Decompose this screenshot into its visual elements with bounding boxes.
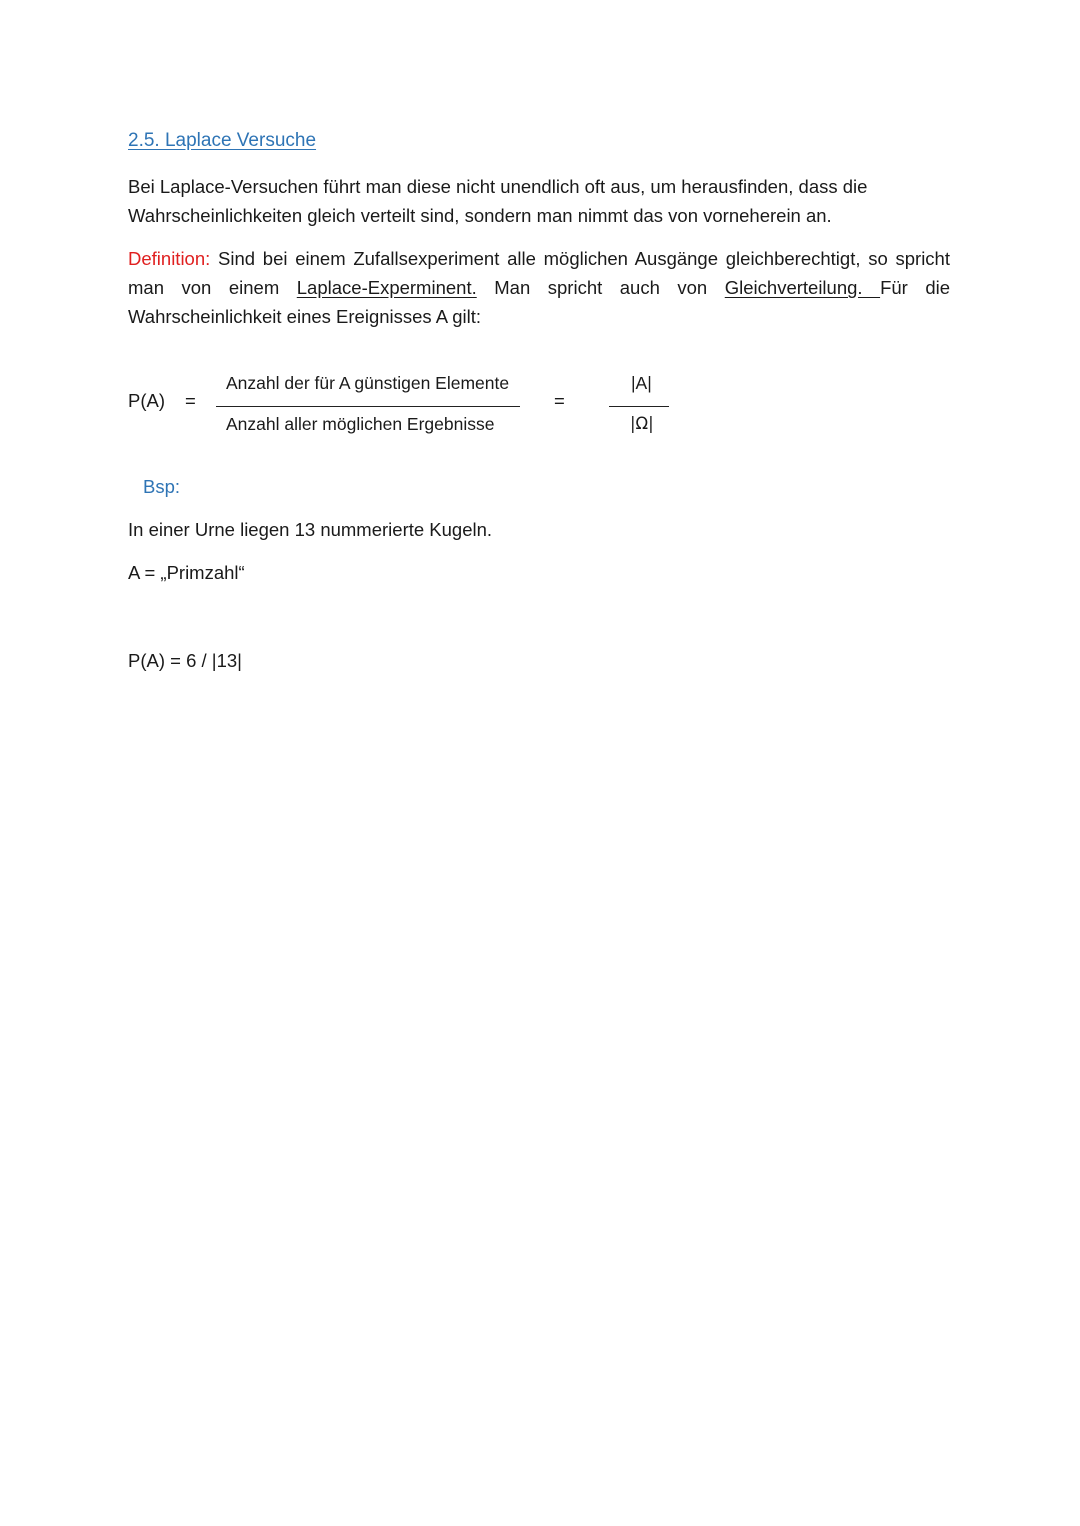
formula-lhs: P(A) [128,390,165,411]
example-event-text: A = „Primzahl“ [128,562,245,583]
section-heading: 2.5. Laplace Versuche [128,130,317,151]
example-label: Bsp: [143,476,181,497]
definition-term-gleichverteilung: Gleichverteilung. [724,277,881,298]
example-result-text: P(A) = 6 / |13| [128,650,242,671]
formula-equals-1: = [185,390,196,411]
formula-denominator: Anzahl aller möglichen Ergebnisse [226,414,495,434]
formula-set-a: |A| [631,373,652,393]
example-urn-text: In einer Urne liegen 13 nummerierte Kugeln. [128,519,493,540]
intro-line-1: Bei Laplace-Versuchen führt man diese nicht unendlich oft aus, um herausfinden, dass die [128,176,868,197]
definition-label: Definition: [128,248,211,269]
intro-line-2: Wahrscheinlichkeiten gleich verteilt sind, sondern man nimmt das von vorneherein an. [128,205,832,226]
intro-paragraph [128,172,950,230]
definition-text-3: Für die Wahrscheinlichkeit eines Ereignisses A gilt: [128,277,951,327]
fraction-bar-2 [609,406,669,407]
definition-term-laplace: Laplace-Experminent. [296,277,477,298]
fraction-bar-1 [216,406,520,407]
formula-numerator: Anzahl der für A günstigen Elemente [226,373,510,393]
formula-set-omega: |Ω| [630,414,654,433]
definition-text-1: Sind bei einem Zufallsexperiment alle möglichen Ausgänge gleichberechtigt, so spricht man von einem [128,248,950,298]
definition-paragraph [128,244,950,331]
definition-text-2: Man spricht auch von [476,277,725,298]
formula-equals-2: = [554,390,565,411]
